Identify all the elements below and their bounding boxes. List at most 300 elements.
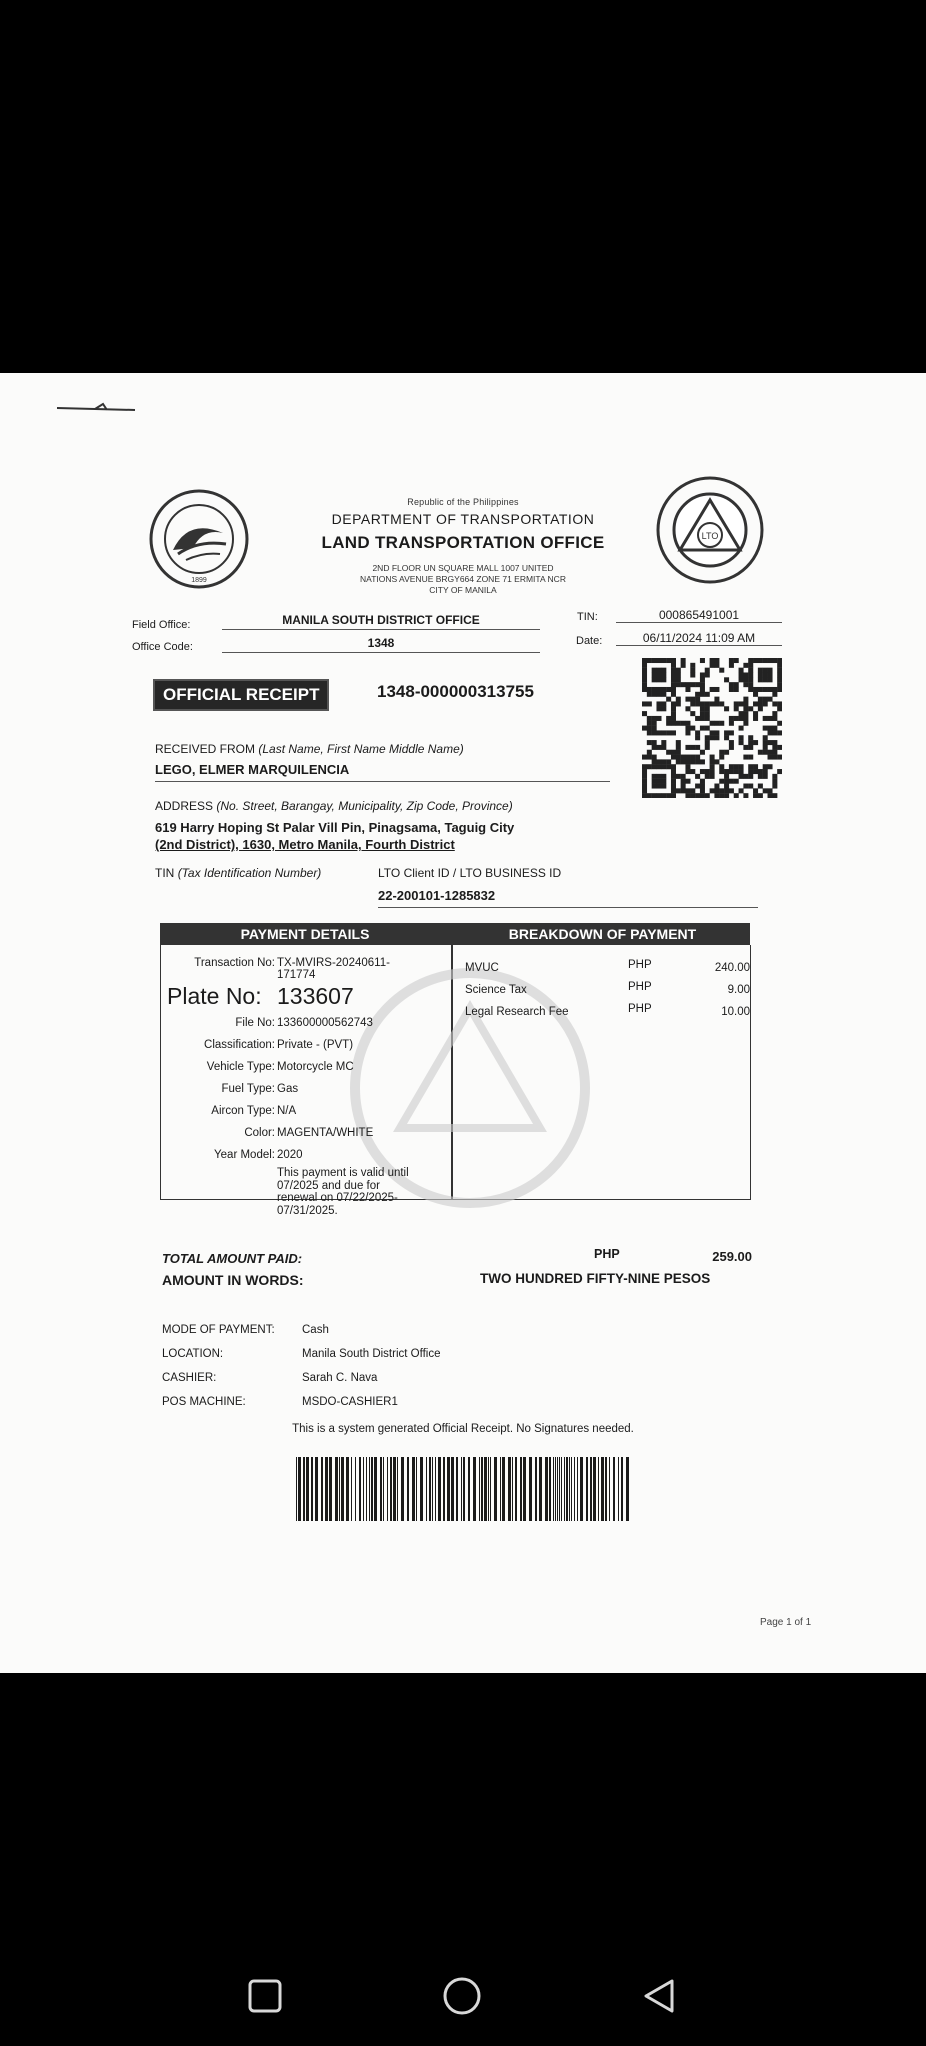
qr-module xyxy=(729,687,734,692)
address-line-1: 619 Harry Hoping St Palar Vill Pin, Pinagsama, Taguig City xyxy=(155,820,515,835)
qr-module xyxy=(652,764,657,769)
barcode-bar xyxy=(371,1457,373,1521)
qr-module xyxy=(676,750,681,755)
qr-module xyxy=(671,755,676,760)
qr-module xyxy=(671,750,676,755)
qr-module xyxy=(734,764,739,769)
barcode-bar xyxy=(512,1457,513,1521)
barcode-bar xyxy=(435,1457,436,1521)
qr-module xyxy=(647,726,652,731)
qr-module xyxy=(647,692,652,697)
qr-module xyxy=(652,658,657,663)
qr-module xyxy=(676,668,681,673)
barcode-bar xyxy=(564,1457,565,1521)
location-value: Manila South District Office xyxy=(302,1348,441,1360)
qr-module xyxy=(743,706,748,711)
qr-module xyxy=(705,706,710,711)
qr-module xyxy=(705,774,710,779)
qr-module xyxy=(661,672,666,677)
qr-module xyxy=(748,677,753,682)
barcode-bar xyxy=(545,1457,548,1521)
qr-module xyxy=(705,711,710,716)
qr-module xyxy=(671,730,676,735)
qr-module xyxy=(777,755,782,760)
qr-module xyxy=(705,769,710,774)
office-address xyxy=(0,563,926,596)
barcode-bar xyxy=(359,1457,361,1521)
qr-module xyxy=(685,726,690,731)
qr-module xyxy=(758,774,763,779)
barcode-bar xyxy=(329,1457,332,1521)
qr-module xyxy=(705,735,710,740)
barcode-bar xyxy=(561,1457,562,1521)
qr-module xyxy=(739,701,744,706)
qr-module xyxy=(710,730,715,735)
qr-module xyxy=(748,740,753,745)
barcode-bar xyxy=(407,1457,409,1521)
qr-module xyxy=(695,793,700,798)
qr-module xyxy=(642,784,647,789)
qr-module xyxy=(758,706,763,711)
details-labels xyxy=(165,1012,275,1166)
qr-module xyxy=(690,701,695,706)
file-label: File No: xyxy=(235,1017,275,1029)
barcode-bar xyxy=(420,1457,423,1521)
cashier-label: CASHIER: xyxy=(162,1372,217,1384)
seal-right-center: LTO xyxy=(701,531,719,541)
barcode-bar xyxy=(484,1457,487,1521)
qr-module xyxy=(777,682,782,687)
qr-module xyxy=(714,759,719,764)
file-value: 133600000562743 xyxy=(277,1017,373,1029)
total-amount: 259.00 xyxy=(712,1249,752,1264)
qr-module xyxy=(777,701,782,706)
qr-module xyxy=(734,658,739,663)
barcode-bar xyxy=(387,1457,388,1521)
year-label: Year Model: xyxy=(214,1149,275,1161)
qr-module xyxy=(652,784,657,789)
qr-module xyxy=(763,750,768,755)
qr-module xyxy=(710,735,715,740)
qr-module xyxy=(695,755,700,760)
qr-module xyxy=(710,658,715,663)
tin-label: TIN: xyxy=(577,611,598,623)
classification-value: Private - (PVT) xyxy=(277,1039,354,1051)
qr-module xyxy=(685,764,690,769)
barcode-bar xyxy=(447,1457,450,1521)
office-title: LAND TRANSPORTATION OFFICE xyxy=(321,533,605,552)
qr-module xyxy=(695,735,700,740)
barcode-bar xyxy=(416,1457,417,1521)
qr-module xyxy=(690,711,695,716)
tin-text: TIN xyxy=(155,866,175,880)
barcode-bar xyxy=(626,1457,629,1521)
qr-module xyxy=(748,668,753,673)
qr-module xyxy=(743,793,748,798)
qr-module xyxy=(685,687,690,692)
lto-seal-icon xyxy=(655,475,765,585)
qr-module xyxy=(681,779,686,784)
table-border-right xyxy=(750,945,751,1199)
qr-module xyxy=(661,759,666,764)
qr-module xyxy=(719,793,724,798)
qr-module xyxy=(681,682,686,687)
qr-module xyxy=(656,745,661,750)
qr-module xyxy=(729,682,734,687)
qr-module xyxy=(666,759,671,764)
qr-module xyxy=(768,658,773,663)
barcode-bar xyxy=(315,1457,318,1521)
transaction-value xyxy=(277,957,390,981)
qr-module xyxy=(676,788,681,793)
barcode-bar xyxy=(303,1457,305,1521)
qr-module xyxy=(739,716,744,721)
qr-module xyxy=(700,687,705,692)
qr-code xyxy=(642,658,782,798)
navigation-bar xyxy=(0,1930,926,2046)
qr-module xyxy=(642,672,647,677)
office-code-value: 1348 xyxy=(222,636,540,653)
tin-id-label xyxy=(155,866,321,880)
qr-module xyxy=(647,793,652,798)
barcode-bar xyxy=(443,1457,445,1521)
qr-module xyxy=(695,759,700,764)
qr-module xyxy=(671,677,676,682)
qr-module xyxy=(724,779,729,784)
qr-module xyxy=(748,774,753,779)
qr-module xyxy=(685,788,690,793)
qr-module xyxy=(681,663,686,668)
qr-module xyxy=(671,701,676,706)
barcode-bar xyxy=(432,1457,433,1521)
qr-module xyxy=(724,730,729,735)
total-currency: PHP xyxy=(594,1247,620,1261)
barcode-bar xyxy=(523,1457,526,1521)
qr-module xyxy=(647,764,652,769)
qr-module xyxy=(772,687,777,692)
qr-module xyxy=(714,788,719,793)
qr-module xyxy=(666,764,671,769)
qr-module xyxy=(661,793,666,798)
department-title: DEPARTMENT OF TRANSPORTATION xyxy=(331,511,595,527)
breakdown-item-label: MVUC xyxy=(465,962,499,974)
qr-module xyxy=(772,658,777,663)
qr-module xyxy=(685,682,690,687)
breakdown-item-currency: PHP xyxy=(628,959,652,971)
qr-module xyxy=(729,745,734,750)
qr-module xyxy=(763,726,768,731)
qr-module xyxy=(739,740,744,745)
qr-module xyxy=(695,716,700,721)
office-code-label: Office Code: xyxy=(132,641,193,653)
qr-module xyxy=(700,658,705,663)
barcode-bar xyxy=(566,1457,568,1521)
qr-module xyxy=(690,793,695,798)
qr-module xyxy=(656,764,661,769)
qr-module xyxy=(695,701,700,706)
qr-module xyxy=(748,682,753,687)
qr-module xyxy=(748,663,753,668)
qr-module xyxy=(642,764,647,769)
qr-module xyxy=(690,663,695,668)
qr-module xyxy=(768,750,773,755)
barcode-bar xyxy=(461,1457,462,1521)
qr-module xyxy=(763,677,768,682)
client-id-value: 22-200101-1285832 xyxy=(378,888,758,908)
barcode-bar xyxy=(463,1457,465,1521)
qr-module xyxy=(652,793,657,798)
qr-module xyxy=(724,784,729,789)
qr-module xyxy=(676,740,681,745)
qr-module xyxy=(671,764,676,769)
qr-module xyxy=(763,701,768,706)
qr-module xyxy=(777,706,782,711)
date-label: Date: xyxy=(576,635,603,647)
qr-module xyxy=(768,697,773,702)
qr-module xyxy=(661,784,666,789)
qr-module xyxy=(734,706,739,711)
qr-module xyxy=(705,672,710,677)
qr-module xyxy=(695,697,700,702)
qr-module xyxy=(652,745,657,750)
address-label xyxy=(155,799,513,813)
qr-module xyxy=(763,668,768,673)
qr-module xyxy=(652,759,657,764)
barcode-bar xyxy=(473,1457,476,1521)
qr-module xyxy=(642,682,647,687)
qr-module xyxy=(690,697,695,702)
barcode-bar xyxy=(553,1457,554,1521)
qr-module xyxy=(743,784,748,789)
qr-module xyxy=(768,668,773,673)
qr-module xyxy=(690,672,695,677)
qr-module xyxy=(739,668,744,673)
qr-module xyxy=(642,701,647,706)
qr-module xyxy=(763,735,768,740)
breakdown-header: BREAKDOWN OF PAYMENT xyxy=(508,926,697,942)
qr-module xyxy=(661,730,666,735)
qr-module xyxy=(714,735,719,740)
back-triangle-icon[interactable] xyxy=(640,1977,678,2015)
republic-text: Republic of the Philippines xyxy=(407,497,519,507)
total-label: TOTAL AMOUNT PAID: xyxy=(162,1251,303,1266)
qr-module xyxy=(772,793,777,798)
qr-module xyxy=(768,740,773,745)
qr-module xyxy=(748,687,753,692)
qr-module xyxy=(666,697,671,702)
breakdown-item-amount: 240.00 xyxy=(714,962,750,974)
qr-module xyxy=(719,750,724,755)
qr-module xyxy=(753,701,758,706)
qr-module xyxy=(758,793,763,798)
qr-module xyxy=(705,692,710,697)
qr-module xyxy=(685,730,690,735)
footer-labels xyxy=(162,1318,275,1414)
qr-module xyxy=(690,759,695,764)
qr-module xyxy=(700,672,705,677)
qr-module xyxy=(724,735,729,740)
barcode-bar xyxy=(366,1457,367,1521)
qr-module xyxy=(671,774,676,779)
barcode-bar xyxy=(549,1457,551,1521)
qr-module xyxy=(700,716,705,721)
qr-module xyxy=(710,759,715,764)
breakdown-amounts xyxy=(660,957,750,1023)
barcode-bar xyxy=(346,1457,349,1521)
qr-module xyxy=(681,784,686,789)
qr-module xyxy=(729,721,734,726)
qr-module xyxy=(705,793,710,798)
barcode-bar xyxy=(468,1457,470,1521)
qr-module xyxy=(734,682,739,687)
qr-module xyxy=(705,716,710,721)
qr-module xyxy=(710,687,715,692)
qr-module xyxy=(719,769,724,774)
qr-module xyxy=(729,769,734,774)
qr-module xyxy=(690,682,695,687)
qr-module xyxy=(642,687,647,692)
qr-module xyxy=(705,668,710,673)
qr-module xyxy=(710,788,715,793)
barcode-bar xyxy=(502,1457,505,1521)
qr-module xyxy=(661,740,666,745)
barcode-bar xyxy=(383,1457,384,1521)
barcode-bar xyxy=(555,1457,556,1521)
barcode-bar xyxy=(574,1457,575,1521)
qr-module xyxy=(681,721,686,726)
qr-module xyxy=(739,769,744,774)
qr-module xyxy=(729,779,734,784)
qr-module xyxy=(772,701,777,706)
qr-module xyxy=(666,721,671,726)
qr-module xyxy=(676,759,681,764)
qr-module xyxy=(768,677,773,682)
qr-module xyxy=(748,735,753,740)
validity-note xyxy=(277,1167,409,1217)
barcode-bar xyxy=(397,1457,398,1521)
qr-module xyxy=(705,740,710,745)
barcode-bar xyxy=(500,1457,501,1521)
qr-module xyxy=(777,721,782,726)
home-circle-icon[interactable] xyxy=(441,1975,483,2017)
transaction-label: Transaction No: xyxy=(194,957,275,969)
color-label: Color: xyxy=(244,1127,275,1139)
breakdown-item-amount: 10.00 xyxy=(721,1006,750,1018)
barcode-bar xyxy=(535,1457,537,1521)
qr-module xyxy=(695,730,700,735)
payment-details-header: PAYMENT DETAILS xyxy=(240,926,370,942)
details-values xyxy=(277,1012,373,1166)
qr-module xyxy=(661,745,666,750)
qr-module xyxy=(768,764,773,769)
qr-module xyxy=(642,755,647,760)
qr-module xyxy=(661,687,666,692)
qr-module xyxy=(700,779,705,784)
qr-module xyxy=(772,726,777,731)
qr-module xyxy=(661,668,666,673)
transaction-line-2: 171774 xyxy=(277,969,316,981)
barcode-bar xyxy=(351,1457,352,1521)
qr-module xyxy=(656,706,661,711)
mode-value: Cash xyxy=(302,1324,329,1336)
qr-module xyxy=(676,745,681,750)
qr-module xyxy=(676,672,681,677)
qr-module xyxy=(772,784,777,789)
received-from-hint: (Last Name, First Name Middle Name) xyxy=(258,742,464,756)
qr-module xyxy=(700,788,705,793)
qr-module xyxy=(724,793,729,798)
qr-module xyxy=(768,672,773,677)
qr-module xyxy=(763,774,768,779)
address-text: ADDRESS xyxy=(155,799,214,813)
mode-label: MODE OF PAYMENT: xyxy=(162,1324,275,1336)
qr-module xyxy=(656,687,661,692)
qr-module xyxy=(642,769,647,774)
footer-values xyxy=(302,1318,440,1414)
qr-module xyxy=(705,745,710,750)
qr-module xyxy=(676,721,681,726)
qr-module xyxy=(647,687,652,692)
qr-module xyxy=(743,716,748,721)
recents-square-icon[interactable] xyxy=(247,1978,283,2014)
barcode-bar xyxy=(590,1457,592,1521)
qr-module xyxy=(768,716,773,721)
qr-module xyxy=(710,701,715,706)
payer-name: LEGO, ELMER MARQUILENCIA xyxy=(155,762,610,782)
qr-module xyxy=(734,701,739,706)
validity-line: 07/31/2025. xyxy=(277,1204,338,1217)
qr-module xyxy=(652,672,657,677)
barcode-bar xyxy=(355,1457,356,1521)
qr-module xyxy=(748,706,753,711)
qr-module xyxy=(763,740,768,745)
qr-module xyxy=(729,716,734,721)
qr-module xyxy=(772,692,777,697)
qr-module xyxy=(647,755,652,760)
qr-module xyxy=(695,784,700,789)
address-line: 2ND FLOOR UN SQUARE MALL 1007 UNITED xyxy=(372,563,554,573)
qr-module xyxy=(661,706,666,711)
barcode-bar xyxy=(571,1457,572,1521)
location-label: LOCATION: xyxy=(162,1348,224,1360)
qr-module xyxy=(666,716,671,721)
qr-module xyxy=(729,764,734,769)
qr-module xyxy=(705,726,710,731)
qr-module xyxy=(772,755,777,760)
qr-module xyxy=(656,730,661,735)
qr-module xyxy=(743,672,748,677)
qr-module xyxy=(647,658,652,663)
barcode-bar xyxy=(335,1457,338,1521)
qr-module xyxy=(714,730,719,735)
qr-module xyxy=(647,721,652,726)
qr-module xyxy=(748,745,753,750)
barcode-bar xyxy=(601,1457,604,1521)
qr-module xyxy=(671,784,676,789)
qr-module xyxy=(681,759,686,764)
qr-module xyxy=(652,730,657,735)
qr-module xyxy=(758,668,763,673)
received-from-label xyxy=(155,742,464,756)
field-office-label: Field Office: xyxy=(132,619,191,631)
qr-module xyxy=(758,750,763,755)
qr-module xyxy=(671,692,676,697)
qr-module xyxy=(671,711,676,716)
qr-module xyxy=(647,730,652,735)
pos-label: POS MACHINE: xyxy=(162,1396,246,1408)
plate-value: 133607 xyxy=(277,983,354,1009)
system-notice: This is a system generated Official Receipt. No Signatures needed. xyxy=(292,1423,634,1435)
